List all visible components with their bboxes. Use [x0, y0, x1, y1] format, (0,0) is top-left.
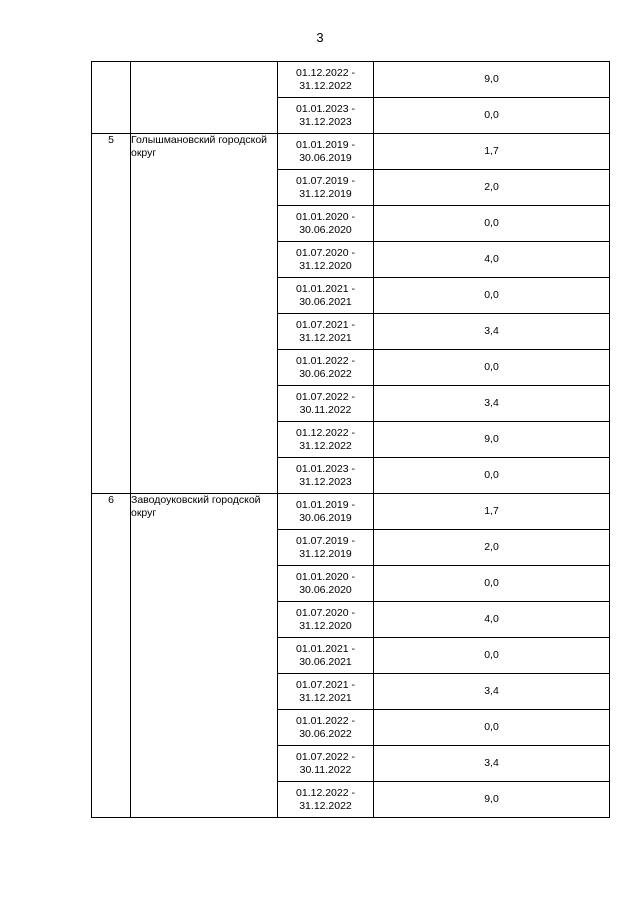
value-cell: 0,0	[374, 350, 610, 386]
value-cell: 0,0	[374, 206, 610, 242]
period-cell: 01.12.2022 - 31.12.2022	[278, 422, 374, 458]
period-cell: 01.12.2022 - 31.12.2022	[278, 782, 374, 818]
row-number-cell: 5	[92, 134, 131, 494]
value-cell: 0,0	[374, 278, 610, 314]
row-number-cell: 6	[92, 494, 131, 818]
period-cell: 01.01.2021 - 30.06.2021	[278, 278, 374, 314]
tariff-table-body	[92, 62, 610, 818]
value-cell: 3,4	[374, 386, 610, 422]
period-cell: 01.01.2021 - 30.06.2021	[278, 638, 374, 674]
value-cell: 1,7	[374, 134, 610, 170]
tariff-table	[91, 61, 610, 818]
period-cell: 01.01.2022 - 30.06.2022	[278, 710, 374, 746]
table-row	[92, 494, 610, 530]
period-cell: 01.07.2021 - 31.12.2021	[278, 674, 374, 710]
page-number: 3	[316, 30, 324, 45]
period-cell: 01.01.2023 - 31.12.2023	[278, 458, 374, 494]
value-cell: 4,0	[374, 602, 610, 638]
value-cell: 2,0	[374, 170, 610, 206]
period-cell: 01.07.2020 - 31.12.2020	[278, 242, 374, 278]
value-cell: 9,0	[374, 62, 610, 98]
period-cell: 01.01.2022 - 30.06.2022	[278, 350, 374, 386]
row-number-cell	[92, 62, 131, 134]
value-cell: 4,0	[374, 242, 610, 278]
period-cell: 01.07.2022 - 30.11.2022	[278, 746, 374, 782]
value-cell: 0,0	[374, 458, 610, 494]
value-cell: 0,0	[374, 566, 610, 602]
period-cell: 01.01.2020 - 30.06.2020	[278, 566, 374, 602]
period-cell: 01.07.2019 - 31.12.2019	[278, 170, 374, 206]
period-cell: 01.07.2020 - 31.12.2020	[278, 602, 374, 638]
value-cell: 0,0	[374, 710, 610, 746]
period-cell: 01.01.2019 - 30.06.2019	[278, 494, 374, 530]
value-cell: 0,0	[374, 638, 610, 674]
value-cell: 0,0	[374, 98, 610, 134]
value-cell: 3,4	[374, 674, 610, 710]
value-cell: 9,0	[374, 422, 610, 458]
period-cell: 01.01.2020 - 30.06.2020	[278, 206, 374, 242]
value-cell: 1,7	[374, 494, 610, 530]
municipality-name-cell: Заводоуковский городской округ	[131, 494, 278, 818]
table-row	[92, 134, 610, 170]
table-row	[92, 62, 610, 98]
value-cell: 9,0	[374, 782, 610, 818]
period-cell: 01.07.2021 - 31.12.2021	[278, 314, 374, 350]
value-cell: 2,0	[374, 530, 610, 566]
period-cell: 01.01.2019 - 30.06.2019	[278, 134, 374, 170]
value-cell: 3,4	[374, 746, 610, 782]
period-cell: 01.07.2019 - 31.12.2019	[278, 530, 374, 566]
municipality-name-cell	[131, 62, 278, 134]
period-cell: 01.12.2022 - 31.12.2022	[278, 62, 374, 98]
period-cell: 01.07.2022 - 30.11.2022	[278, 386, 374, 422]
municipality-name-cell: Голышмановский городской округ	[131, 134, 278, 494]
value-cell: 3,4	[374, 314, 610, 350]
period-cell: 01.01.2023 - 31.12.2023	[278, 98, 374, 134]
